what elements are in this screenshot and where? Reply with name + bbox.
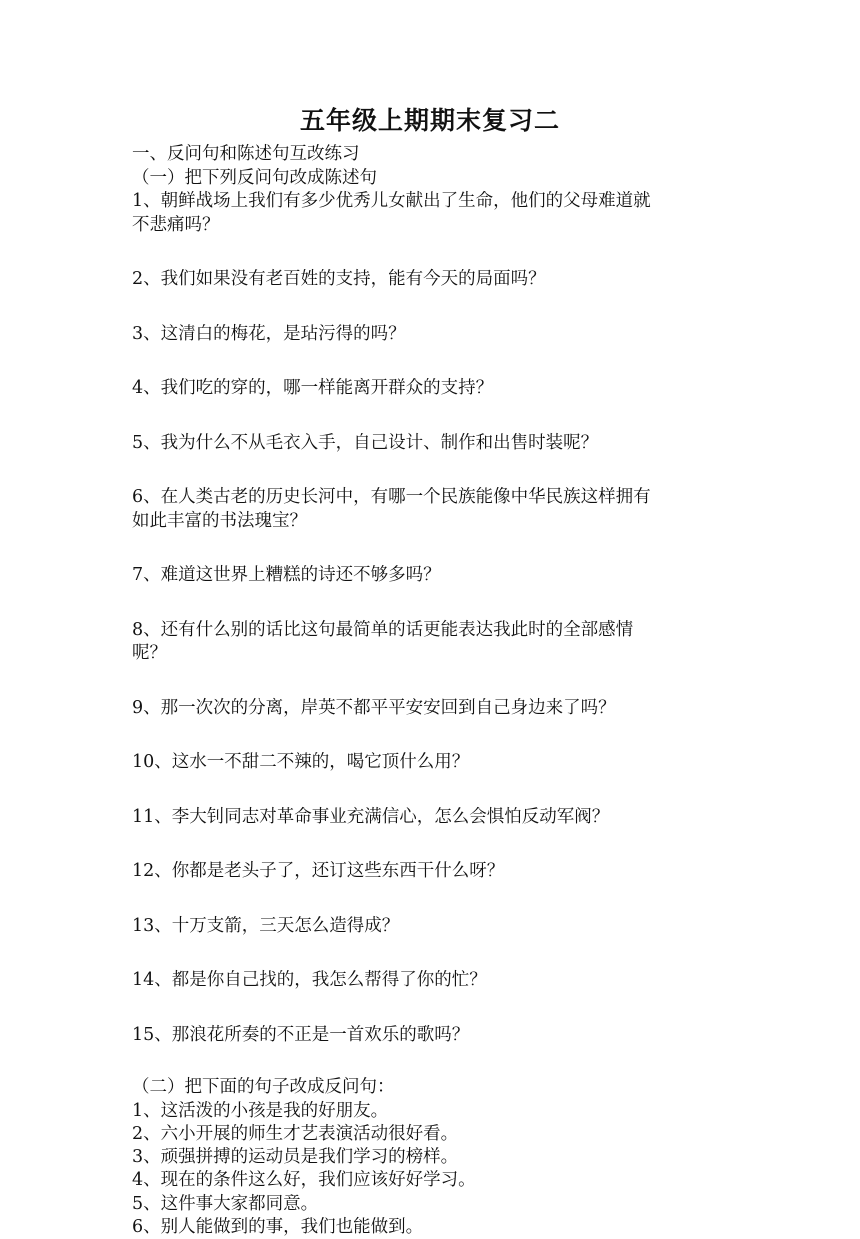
section1-subheading: （一）把下列反问句改成陈述句 — [132, 167, 732, 191]
question-text: 1、朝鲜战场上我们有多少优秀儿女献出了生命，他们的父母难道就 — [132, 190, 732, 214]
sentence-item: 1、这活泼的小孩是我的好朋友。 — [132, 1100, 732, 1123]
question-item — [132, 323, 732, 347]
sentence-list — [132, 1100, 732, 1239]
question-item — [132, 432, 732, 456]
question-text: 7、难道这世界上糟糕的诗还不够多吗？ — [132, 564, 732, 588]
question-item — [132, 564, 732, 588]
section1-heading: 一、反问句和陈述句互改练习 — [132, 143, 732, 167]
question-text: 12、你都是老头子了，还订这些东西干什么呀？ — [132, 860, 732, 884]
section2-heading: （二）把下面的句子改成反问句： — [132, 1076, 732, 1100]
sentence-item: 5、这件事大家都同意。 — [132, 1193, 732, 1216]
question-text: 如此丰富的书法瑰宝？ — [132, 510, 732, 534]
question-item — [132, 860, 732, 884]
sentence-item: 2、六小开展的师生才艺表演活动很好看。 — [132, 1123, 732, 1146]
question-list — [132, 190, 732, 1047]
sentence-item: 6、别人能做到的事，我们也能做到。 — [132, 1216, 732, 1239]
document-body — [132, 143, 732, 1239]
question-item — [132, 619, 732, 666]
question-item — [132, 806, 732, 830]
sentence-item: 3、顽强拼搏的运动员是我们学习的榜样。 — [132, 1146, 732, 1169]
question-text: 4、我们吃的穿的，哪一样能离开群众的支持？ — [132, 377, 732, 401]
question-text: 3、这清白的梅花，是玷污得的吗？ — [132, 323, 732, 347]
question-item — [132, 751, 732, 775]
question-item — [132, 969, 732, 993]
question-item — [132, 190, 732, 237]
question-text: 11、李大钊同志对革命事业充满信心，怎么会惧怕反动军阀？ — [132, 806, 732, 830]
question-text: 不悲痛吗？ — [132, 214, 732, 238]
question-text: 2、我们如果没有老百姓的支持，能有今天的局面吗？ — [132, 268, 732, 292]
question-text: 13、十万支箭，三天怎么造得成？ — [132, 915, 732, 939]
sentence-item: 4、现在的条件这么好，我们应该好好学习。 — [132, 1169, 732, 1192]
question-text: 6、在人类古老的历史长河中，有哪一个民族能像中华民族这样拥有 — [132, 486, 732, 510]
question-text: 8、还有什么别的话比这句最简单的话更能表达我此时的全部感情 — [132, 619, 732, 643]
question-text: 5、我为什么不从毛衣入手，自己设计、制作和出售时装呢？ — [132, 432, 732, 456]
question-text: 15、那浪花所奏的不正是一首欢乐的歌吗？ — [132, 1024, 732, 1048]
question-text: 14、都是你自己找的，我怎么帮得了你的忙？ — [132, 969, 732, 993]
document-title: 五年级上期期末复习二 — [0, 104, 860, 138]
question-item — [132, 1024, 732, 1048]
question-item — [132, 268, 732, 292]
question-item — [132, 377, 732, 401]
question-item — [132, 697, 732, 721]
question-text: 10、这水一不甜二不辣的，喝它顶什么用？ — [132, 751, 732, 775]
question-text: 9、那一次次的分离，岸英不都平平安安回到自己身边来了吗？ — [132, 697, 732, 721]
question-text: 呢？ — [132, 642, 732, 666]
question-item — [132, 915, 732, 939]
question-item — [132, 486, 732, 533]
